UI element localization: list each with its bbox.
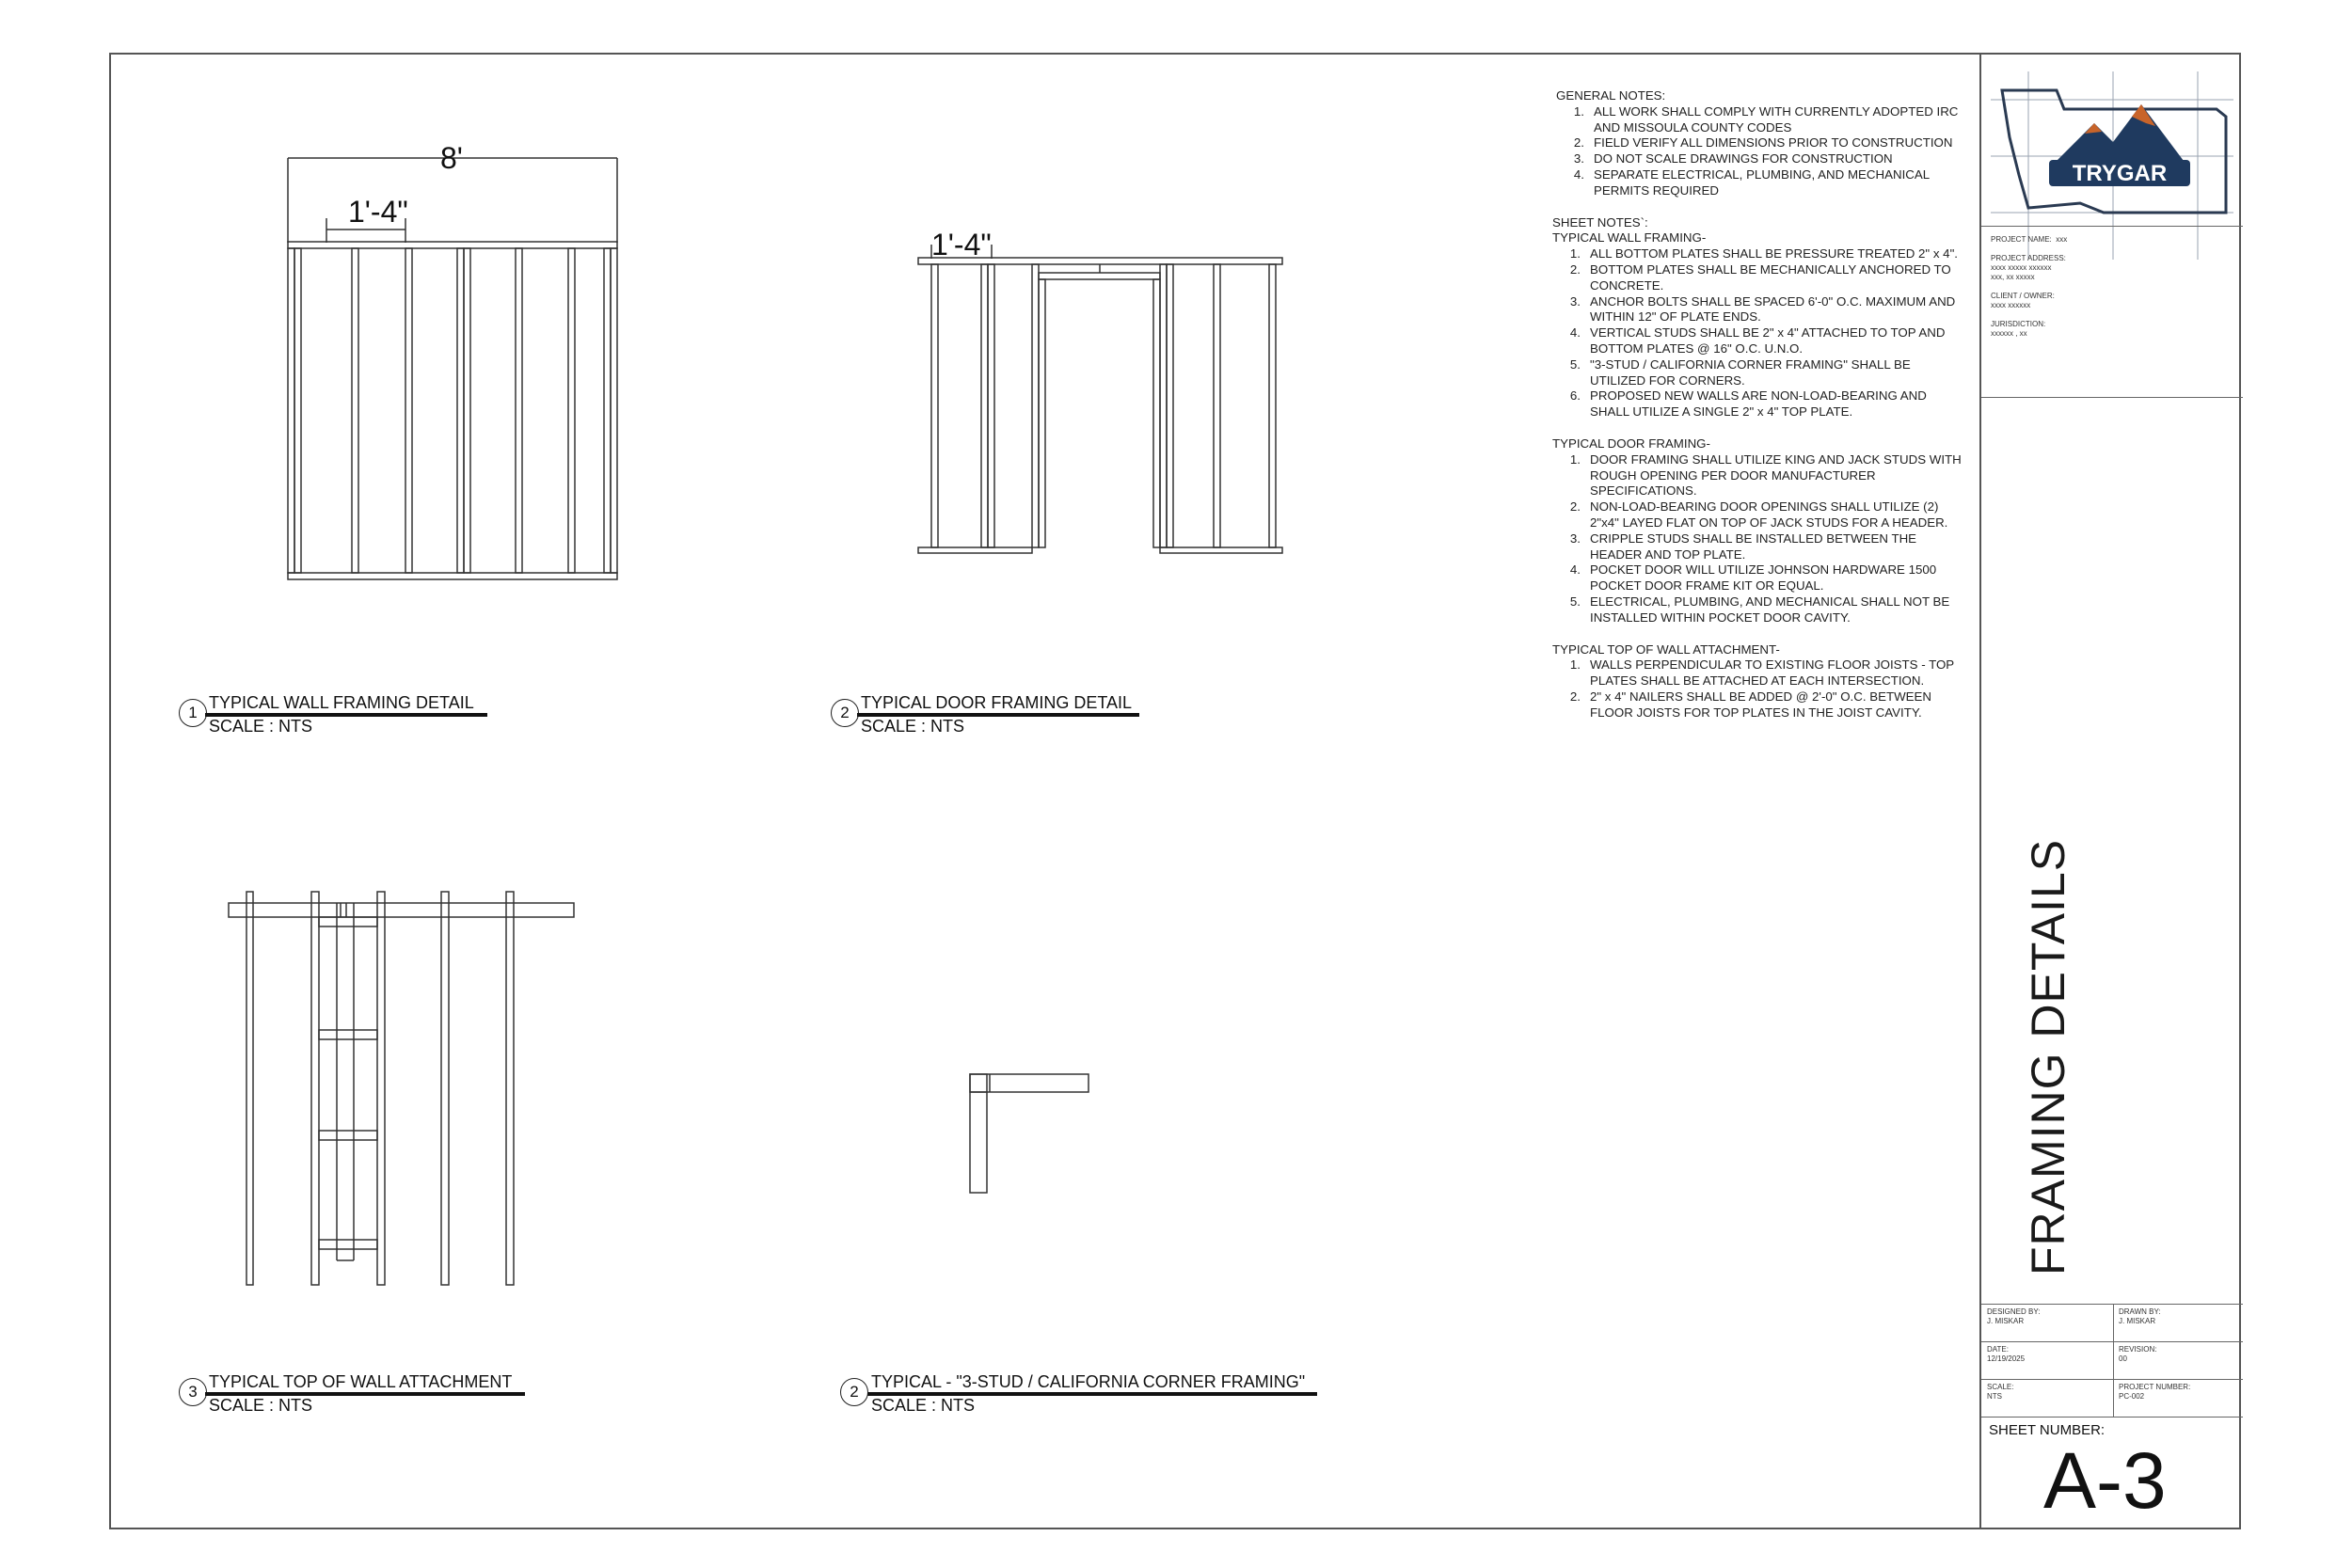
- notes-block: [1552, 88, 1980, 721]
- top-of-wall-notes: [1552, 657, 1980, 721]
- detail-number-circle: 2: [840, 1378, 868, 1406]
- note-item: 4. POCKET DOOR WILL UTILIZE JOHNSON HARDWARE 1500 POCKET DOOR FRAME KIT OR EQUAL.: [1569, 562, 1937, 594]
- scale-field: SCALE: NTS: [1987, 1383, 2014, 1401]
- divider: [2113, 1304, 2114, 1417]
- date-field: DATE: 12/19/2025: [1987, 1345, 2026, 1363]
- note-item: 1. WALLS PERPENDICULAR TO EXISTING FLOOR JOISTS - TOP PLATES SHALL BE ATTACHED AT EACH INTERSECTION.: [1569, 657, 1955, 689]
- detail-title: TYPICAL TOP OF WALL ATTACHMENT: [209, 1372, 513, 1391]
- detail-title: TYPICAL DOOR FRAMING DETAIL: [861, 693, 1133, 712]
- designed-by-field: DESIGNED BY: J. MISKAR: [1987, 1307, 2041, 1325]
- detail-scale: SCALE : NTS: [209, 717, 313, 736]
- detail-number-circle: 1: [179, 699, 207, 727]
- detail-number-circle: 2: [831, 699, 859, 727]
- divider: [1981, 1304, 2243, 1305]
- client-field: CLIENT / OWNER: xxxx xxxxxx: [1991, 292, 2055, 309]
- door-framing-notes: [1552, 452, 1980, 626]
- divider: [1981, 1341, 2243, 1342]
- note-item: 4. SEPARATE ELECTRICAL, PLUMBING, AND MECHANICAL PERMITS REQUIRED: [1573, 166, 1931, 198]
- project-name-field: PROJECT NAME: xxx: [1991, 235, 2068, 244]
- section-title: TYPICAL WALL FRAMING-: [1552, 230, 1707, 245]
- note-item: 1. DOOR FRAMING SHALL UTILIZE KING AND JACK STUDS WITH ROUGH OPENING PER DOOR MANUFACTURER SPECIFICATIONS.: [1569, 451, 1962, 499]
- divider: [1981, 1379, 2243, 1380]
- sheet-number: A-3: [2043, 1436, 2167, 1525]
- note-item: 6. PROPOSED NEW WALLS ARE NON-LOAD-BEARING AND SHALL UTILIZE A SINGLE 2" x 4" TOP PLATE.: [1569, 388, 1927, 420]
- dimension-label: 8': [440, 141, 463, 175]
- section-title: TYPICAL TOP OF WALL ATTACHMENT-: [1552, 641, 1780, 657]
- detail-scale: SCALE : NTS: [871, 1396, 976, 1415]
- dimension-label: 1'-4": [931, 228, 992, 261]
- note-item: 3. CRIPPLE STUDS SHALL BE INSTALLED BETWEEN THE HEADER AND TOP PLATE.: [1569, 531, 1917, 562]
- divider: [1981, 226, 2243, 227]
- general-notes-list: [1552, 104, 1980, 199]
- divider: [1981, 397, 2243, 398]
- dimension-label: 1'-4": [348, 195, 408, 229]
- jurisdiction-field: JURISDICTION: xxxxxx , xx: [1991, 320, 2046, 338]
- note-item: 3. ANCHOR BOLTS SHALL BE SPACED 6'-0" O.C. MAXIMUM AND WITHIN 12" OF PLATE ENDS.: [1569, 293, 1956, 325]
- revision-field: REVISION: 00: [2119, 1345, 2157, 1363]
- note-item: 2. NON-LOAD-BEARING DOOR OPENINGS SHALL UTILIZE (2) 2"x4" LAYED FLAT ON TOP OF JACK STUDS FOR A HEADER.: [1569, 499, 1948, 530]
- trygar-logo: [1991, 71, 2233, 260]
- note-item: 1. ALL WORK SHALL COMPLY WITH CURRENTLY ADOPTED IRC AND MISSOULA COUNTY CODES: [1573, 103, 1959, 135]
- title-block: [1979, 53, 2241, 1529]
- note-item: 1. ALL BOTTOM PLATES SHALL BE PRESSURE TREATED 2" x 4".: [1569, 246, 1958, 261]
- wall-framing-notes: [1552, 246, 1980, 420]
- sheet-title: FRAMING DETAILS: [2022, 838, 2074, 1275]
- note-item: 4. VERTICAL STUDS SHALL BE 2" x 4" ATTACHED TO TOP AND BOTTOM PLATES @ 16" O.C. U.N.O.: [1569, 325, 1946, 356]
- project-number-field: PROJECT NUMBER: PC-002: [2119, 1383, 2191, 1401]
- note-item: 2. 2" x 4" NAILERS SHALL BE ADDED @ 2'-0" O.C. BETWEEN FLOOR JOISTS FOR TOP PLATES IN THE JOIST CAVITY.: [1569, 689, 1931, 720]
- divider: [1981, 1417, 2243, 1418]
- project-address-field: PROJECT ADDRESS: xxxx xxxxx xxxxxx xxx, xx xxxxx: [1991, 254, 2066, 281]
- logo-text: TRYGAR: [2072, 161, 2168, 186]
- note-item: 5. "3-STUD / CALIFORNIA CORNER FRAMING" SHALL BE UTILIZED FOR CORNERS.: [1569, 356, 1911, 388]
- general-notes-heading: GENERAL NOTES:: [1556, 88, 1666, 103]
- note-item: 3. DO NOT SCALE DRAWINGS FOR CONSTRUCTION: [1573, 151, 1893, 166]
- drawn-by-field: DRAWN BY: J. MISKAR: [2119, 1307, 2161, 1325]
- note-item: 5. ELECTRICAL, PLUMBING, AND MECHANICAL SHALL NOT BE INSTALLED WITHIN POCKET DOOR CAVITY.: [1569, 594, 1950, 625]
- section-title: TYPICAL DOOR FRAMING-: [1552, 436, 1710, 451]
- detail-title: TYPICAL - "3-STUD / CALIFORNIA CORNER FRAMING": [871, 1372, 1306, 1391]
- detail-title: TYPICAL WALL FRAMING DETAIL: [209, 693, 474, 712]
- detail-scale: SCALE : NTS: [209, 1396, 313, 1415]
- note-item: 2. FIELD VERIFY ALL DIMENSIONS PRIOR TO CONSTRUCTION: [1573, 135, 1953, 150]
- detail-number-circle: 3: [179, 1378, 207, 1406]
- sheet-number-label: SHEET NUMBER:: [1989, 1422, 2106, 1438]
- note-item: 2. BOTTOM PLATES SHALL BE MECHANICALLY ANCHORED TO CONCRETE.: [1569, 261, 1951, 293]
- sheet-notes-heading: SHEET NOTES`:: [1552, 214, 1648, 230]
- detail-scale: SCALE : NTS: [861, 717, 965, 736]
